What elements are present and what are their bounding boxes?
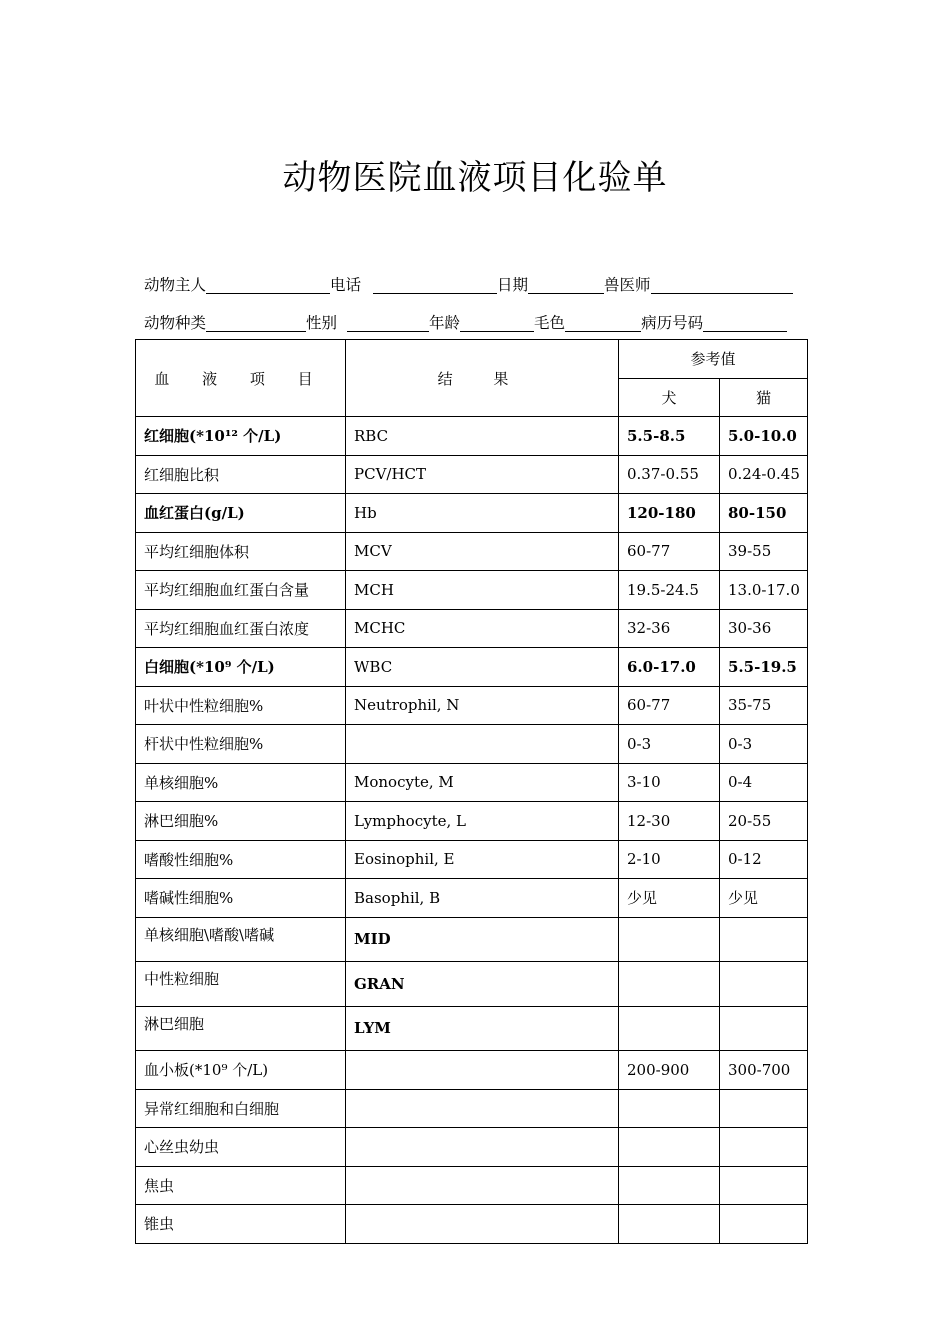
species-label: 动物种类: [144, 314, 207, 332]
table-cell-cat-reference: [720, 1006, 808, 1051]
table-cell-item: 异常红细胞和白细胞: [136, 1089, 346, 1128]
table-row: [136, 763, 808, 802]
table-row: [136, 571, 808, 610]
table-cell-item: 平均红细胞血红蛋白含量: [136, 571, 346, 610]
table-cell-cat-reference: 0-3: [720, 725, 808, 764]
table-row: [136, 1051, 808, 1090]
owner-label: 动物主人: [144, 276, 207, 294]
header-cat: 猫: [720, 378, 808, 417]
table-cell-result[interactable]: MCV: [346, 532, 619, 571]
table-row: [136, 725, 808, 764]
table-cell-cat-reference: 39-55: [720, 532, 808, 571]
phone-label: 电话: [330, 276, 362, 294]
table-cell-result[interactable]: MID: [346, 917, 619, 962]
table-cell-cat-reference: 0.24-0.45: [720, 455, 808, 494]
table-cell-item: 淋巴细胞%: [136, 802, 346, 841]
table-row: [136, 802, 808, 841]
table-cell-item: 中性粒细胞: [136, 962, 346, 1007]
table-cell-cat-reference: 300-700: [720, 1051, 808, 1090]
table-cell-dog-reference: 6.0-17.0: [619, 648, 720, 687]
table-cell-item: 平均红细胞血红蛋白浓度: [136, 609, 346, 648]
table-row: [136, 1006, 808, 1051]
table-cell-result[interactable]: GRAN: [346, 962, 619, 1007]
table-cell-result[interactable]: Lymphocyte, L: [346, 802, 619, 841]
table-cell-dog-reference: [619, 917, 720, 962]
table-cell-cat-reference: [720, 1205, 808, 1244]
table-cell-cat-reference: 30-36: [720, 609, 808, 648]
record-field[interactable]: [703, 313, 787, 332]
sex-label: 性别: [306, 314, 338, 332]
table-cell-dog-reference: 32-36: [619, 609, 720, 648]
table-cell-item: 单核细胞\嗜酸\嗜碱: [136, 917, 346, 962]
table-cell-item: 血红蛋白(g/L): [136, 494, 346, 533]
animal-info-line: [144, 306, 807, 332]
table-cell-cat-reference: [720, 1128, 808, 1167]
owner-field[interactable]: [206, 275, 330, 294]
table-cell-cat-reference: 5.5-19.5: [720, 648, 808, 687]
table-cell-dog-reference: [619, 1166, 720, 1205]
table-cell-dog-reference: 200-900: [619, 1051, 720, 1090]
table-row: [136, 1205, 808, 1244]
table-cell-item: 红细胞比积: [136, 455, 346, 494]
table-row: [136, 417, 808, 456]
date-field[interactable]: [528, 275, 604, 294]
page-title: 动物医院血液项目化验单: [282, 158, 668, 198]
table-cell-item: 淋巴细胞: [136, 1006, 346, 1051]
coat-field[interactable]: [565, 313, 641, 332]
table-row: [136, 840, 808, 879]
table-row: [136, 686, 808, 725]
table-cell-dog-reference: 12-30: [619, 802, 720, 841]
age-field[interactable]: [460, 313, 534, 332]
table-row: [136, 879, 808, 918]
table-row: [136, 917, 808, 962]
date-label: 日期: [497, 276, 529, 294]
table-cell-result[interactable]: PCV/HCT: [346, 455, 619, 494]
table-cell-item: 杆状中性粒细胞%: [136, 725, 346, 764]
table-cell-dog-reference: [619, 1205, 720, 1244]
table-cell-cat-reference: [720, 917, 808, 962]
age-label: 年龄: [429, 314, 461, 332]
table-cell-cat-reference: 0-4: [720, 763, 808, 802]
table-cell-dog-reference: [619, 1128, 720, 1167]
table-cell-result[interactable]: [346, 1051, 619, 1090]
table-cell-result[interactable]: MCHC: [346, 609, 619, 648]
table-row: [136, 532, 808, 571]
table-cell-dog-reference: 19.5-24.5: [619, 571, 720, 610]
table-row: [136, 1089, 808, 1128]
table-cell-dog-reference: 2-10: [619, 840, 720, 879]
table-cell-dog-reference: 120-180: [619, 494, 720, 533]
table-cell-result[interactable]: [346, 1128, 619, 1167]
header-reference: 参考值: [619, 340, 808, 379]
table-cell-item: 叶状中性粒细胞%: [136, 686, 346, 725]
table-cell-cat-reference: 20-55: [720, 802, 808, 841]
table-cell-dog-reference: 少见: [619, 879, 720, 918]
table-cell-item: 红细胞(*10¹² 个/L): [136, 417, 346, 456]
table-cell-result[interactable]: LYM: [346, 1006, 619, 1051]
vet-label: 兽医师: [604, 276, 651, 294]
table-cell-item: 锥虫: [136, 1205, 346, 1244]
table-row: [136, 1128, 808, 1167]
table-cell-result[interactable]: Hb: [346, 494, 619, 533]
table-cell-dog-reference: [619, 1006, 720, 1051]
header-result: 结 果: [346, 340, 619, 417]
table-cell-result[interactable]: [346, 1089, 619, 1128]
table-cell-dog-reference: 0.37-0.55: [619, 455, 720, 494]
header-dog: 犬: [619, 378, 720, 417]
table-cell-item: 嗜酸性细胞%: [136, 840, 346, 879]
blood-test-table: [135, 339, 808, 1244]
table-cell-dog-reference: 3-10: [619, 763, 720, 802]
table-cell-result[interactable]: Eosinophil, E: [346, 840, 619, 879]
record-label: 病历号码: [641, 314, 704, 332]
table-cell-item: 心丝虫幼虫: [136, 1128, 346, 1167]
table-cell-cat-reference: 13.0-17.0: [720, 571, 808, 610]
table-cell-cat-reference: 5.0-10.0: [720, 417, 808, 456]
table-row: [136, 962, 808, 1007]
table-row: [136, 1166, 808, 1205]
table-cell-dog-reference: 60-77: [619, 532, 720, 571]
table-cell-result[interactable]: [346, 1205, 619, 1244]
table-cell-item: 平均红细胞体积: [136, 532, 346, 571]
table-cell-result[interactable]: WBC: [346, 648, 619, 687]
coat-label: 毛色: [534, 314, 566, 332]
table-cell-result[interactable]: Neutrophil, N: [346, 686, 619, 725]
table-cell-dog-reference: 0-3: [619, 725, 720, 764]
table-cell-cat-reference: 80-150: [720, 494, 808, 533]
table-cell-result[interactable]: Basophil, B: [346, 879, 619, 918]
table-row: [136, 494, 808, 533]
table-cell-dog-reference: 60-77: [619, 686, 720, 725]
vet-field[interactable]: [651, 275, 793, 294]
table-cell-cat-reference: [720, 962, 808, 1007]
table-cell-result[interactable]: [346, 725, 619, 764]
species-field[interactable]: [206, 313, 306, 332]
table-header-row: [136, 340, 808, 379]
table-cell-result[interactable]: [346, 1166, 619, 1205]
table-cell-cat-reference: 少见: [720, 879, 808, 918]
table-cell-dog-reference: [619, 962, 720, 1007]
table-cell-item: 嗜碱性细胞%: [136, 879, 346, 918]
owner-info-line: [144, 268, 807, 294]
table-cell-result[interactable]: RBC: [346, 417, 619, 456]
table-cell-cat-reference: 35-75: [720, 686, 808, 725]
table-cell-dog-reference: 5.5-8.5: [619, 417, 720, 456]
table-row: [136, 648, 808, 687]
table-cell-result[interactable]: MCH: [346, 571, 619, 610]
table-cell-result[interactable]: Monocyte, M: [346, 763, 619, 802]
table-cell-cat-reference: [720, 1166, 808, 1205]
table-cell-item: 焦虫: [136, 1166, 346, 1205]
header-item: 血 液 项 目: [136, 340, 346, 417]
table-row: [136, 455, 808, 494]
table-cell-cat-reference: 0-12: [720, 840, 808, 879]
table-row: [136, 609, 808, 648]
table-cell-dog-reference: [619, 1089, 720, 1128]
table-cell-cat-reference: [720, 1089, 808, 1128]
table-cell-item: 单核细胞%: [136, 763, 346, 802]
table-cell-item: 血小板(*10⁹ 个/L): [136, 1051, 346, 1090]
table-cell-item: 白细胞(*10⁹ 个/L): [136, 648, 346, 687]
sex-field[interactable]: [347, 313, 429, 332]
phone-field[interactable]: [373, 275, 497, 294]
